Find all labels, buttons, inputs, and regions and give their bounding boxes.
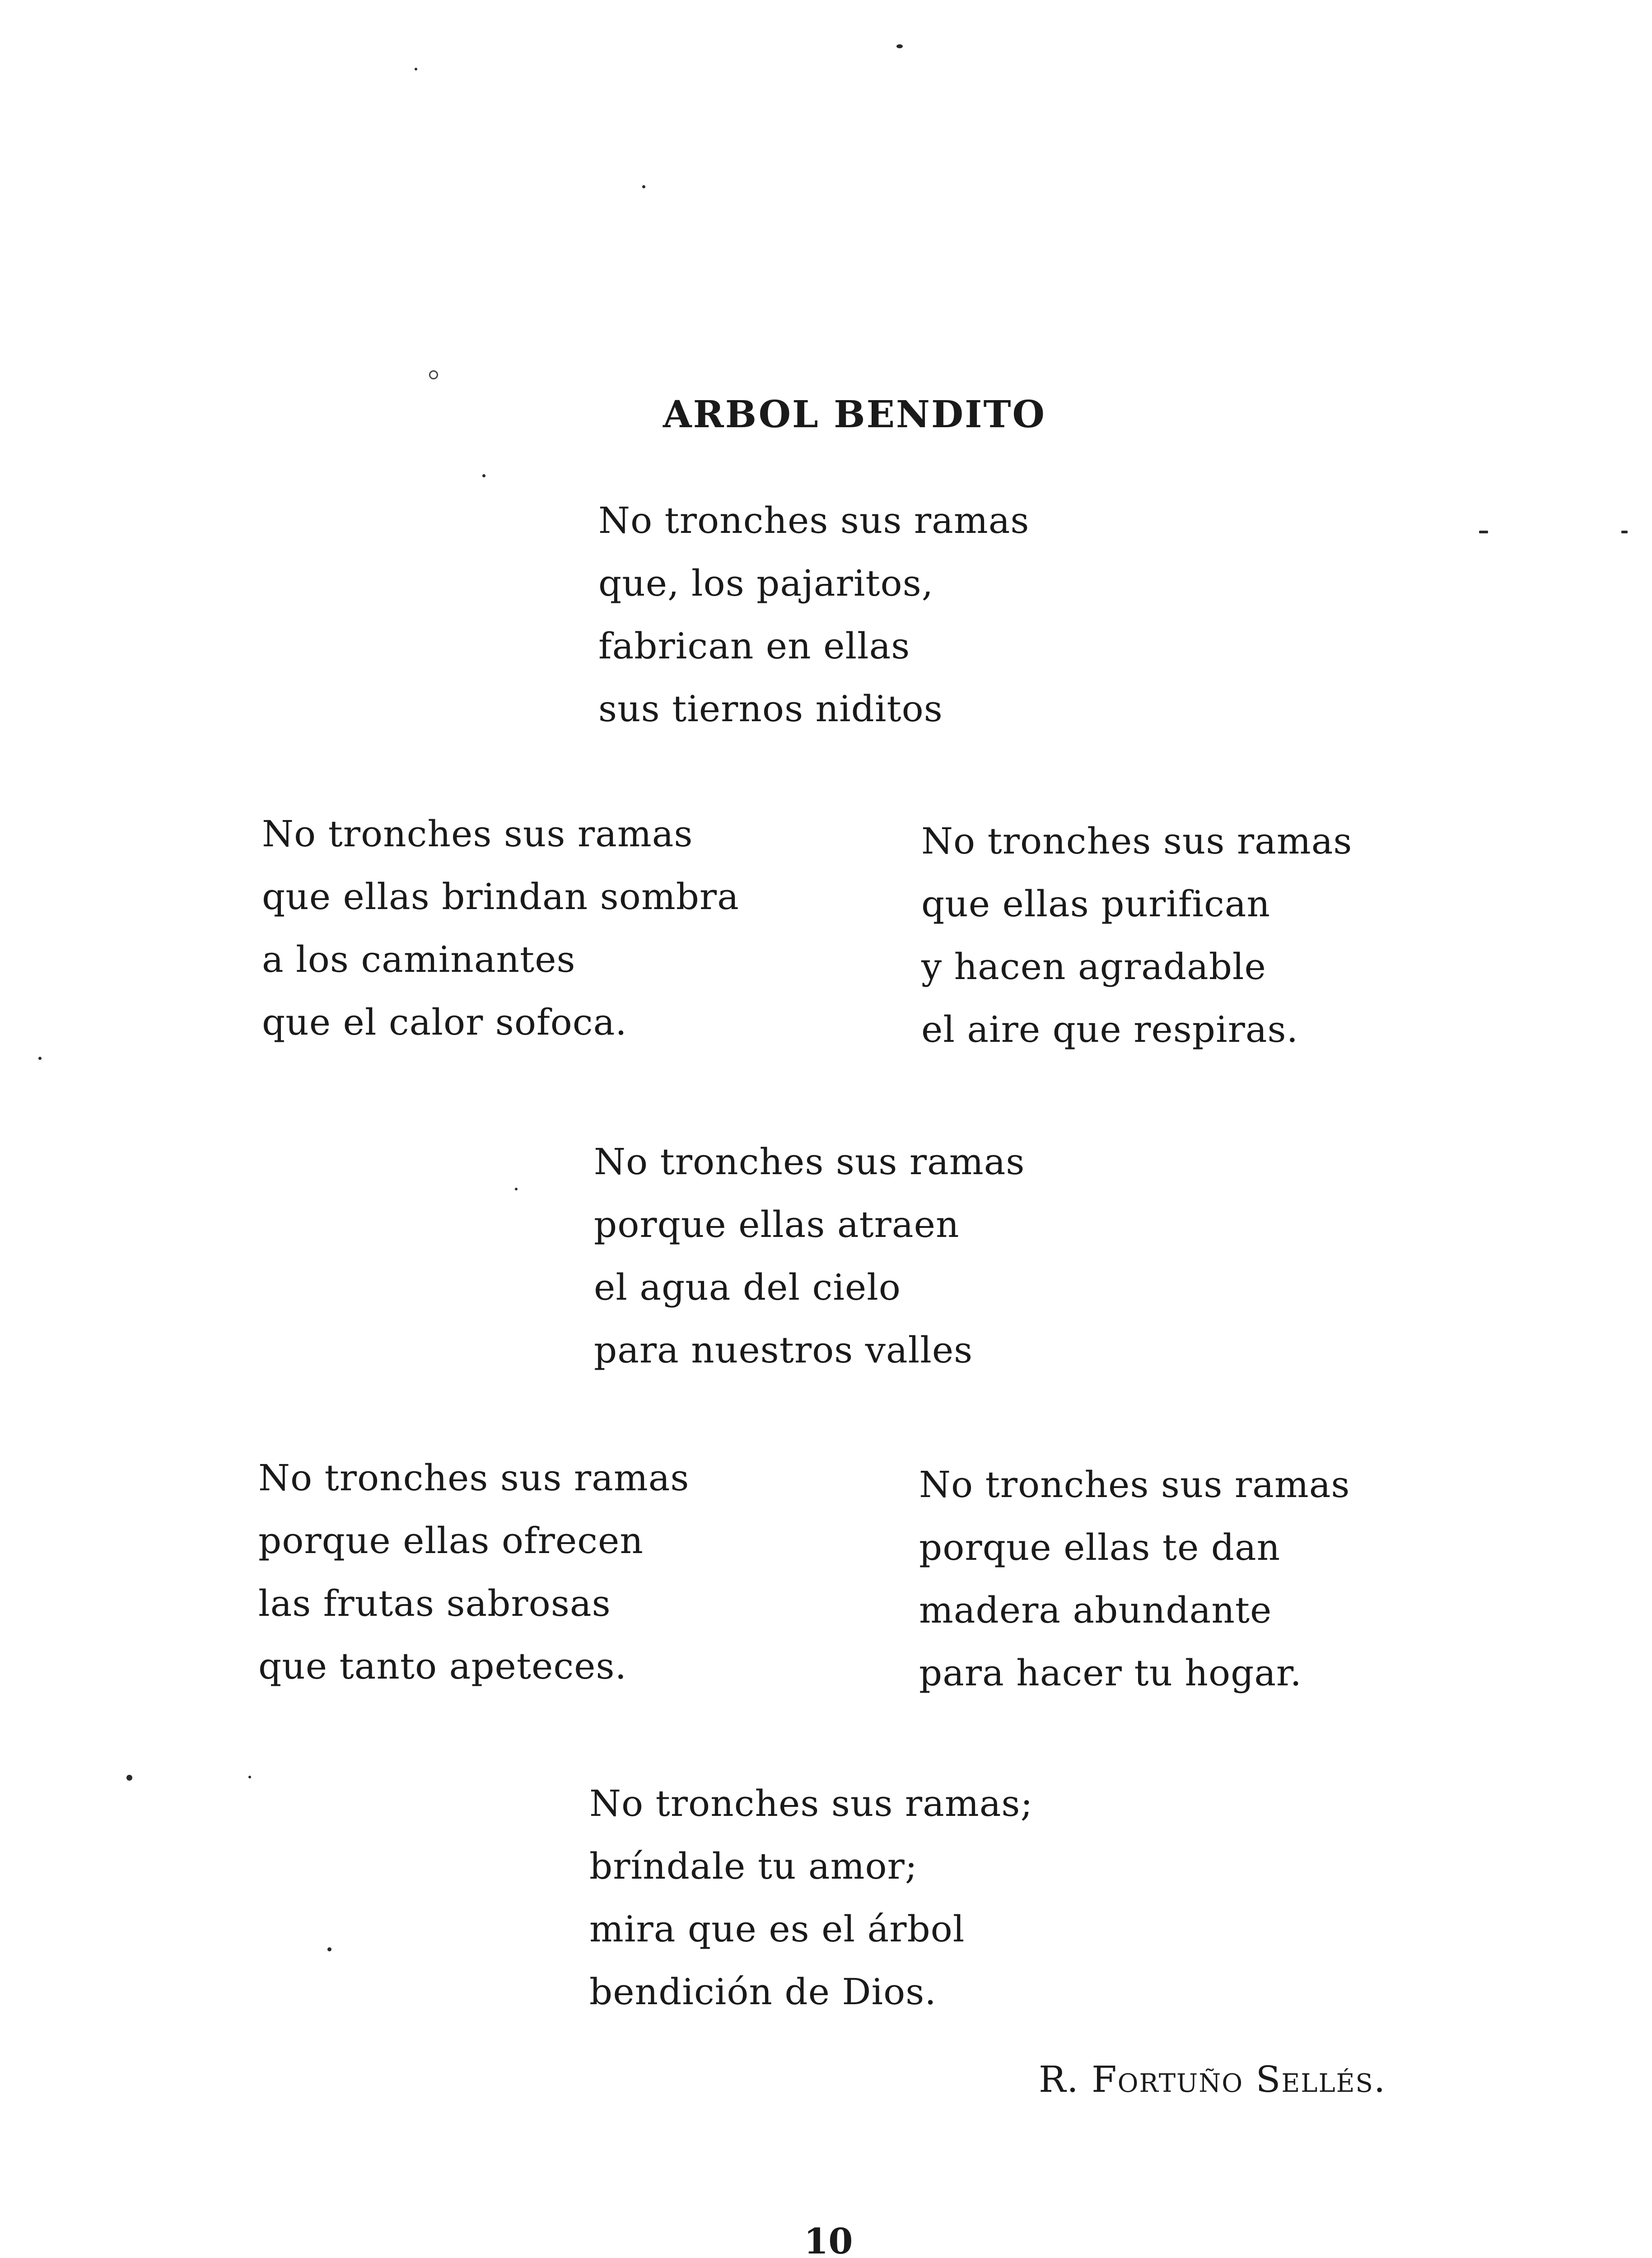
poem-line: bendición de Dios. (589, 1971, 937, 2013)
scan-speck (1621, 531, 1628, 533)
scan-speck (38, 1057, 42, 1060)
poem-line: que ellas purifican (921, 883, 1270, 925)
poem-line: No tronches sus ramas (921, 820, 1353, 862)
poem-line: que ellas brindan sombra (262, 876, 739, 918)
scan-speck (327, 1947, 331, 1951)
poem-line: mira que es el árbol (589, 1908, 965, 1950)
poem-line: a los caminantes (262, 938, 576, 980)
scan-speck (429, 370, 438, 379)
scan-speck (126, 1775, 132, 1781)
author-signature: R. Fortuño Sellés. (1039, 2058, 1386, 2100)
poem-line: porque ellas te dan (919, 1526, 1281, 1568)
stanza-4 (594, 1130, 1025, 1381)
poem-line: el aire que respiras. (921, 1008, 1299, 1050)
poem-line: No tronches sus ramas (594, 1141, 1025, 1183)
poem-line: No tronches sus ramas; (589, 1782, 1033, 1824)
poem-line: porque ellas ofrecen (258, 1520, 644, 1562)
scan-speck (515, 1188, 518, 1190)
poem-line: que tanto apeteces. (258, 1645, 627, 1687)
poem-title: ARBOL BENDITO (663, 393, 1046, 436)
scan-speck (642, 185, 645, 188)
stanza-1 (598, 489, 1029, 740)
poem-line: el agua del cielo (594, 1266, 901, 1308)
stanza-7 (589, 1772, 1033, 2023)
poem-line: las frutas sabrosas (258, 1582, 611, 1624)
poem-line: para hacer tu hogar. (919, 1652, 1302, 1694)
poem-line: fabrican en ellas (598, 625, 910, 667)
stanza-2 (262, 802, 739, 1054)
stanza-5 (258, 1446, 689, 1698)
poem-line: bríndale tu amor; (589, 1845, 918, 1887)
poem-line: sus tiernos niditos (598, 688, 943, 730)
scan-speck (896, 44, 903, 48)
poem-line: No tronches sus ramas (919, 1464, 1350, 1506)
scan-speck (248, 1776, 251, 1778)
stanza-6 (919, 1453, 1350, 1704)
poem-line: que, los pajaritos, (598, 562, 934, 604)
stanza-3 (921, 810, 1352, 1061)
poem-line: para nuestros valles (594, 1329, 973, 1371)
poem-line: No tronches sus ramas (598, 499, 1030, 541)
page-number: 10 (804, 2221, 853, 2258)
poem-line: madera abundante (919, 1589, 1272, 1631)
scan-speck (482, 474, 485, 477)
poem-line: porque ellas atraen (594, 1204, 960, 1246)
scan-speck (1479, 531, 1488, 533)
poem-line: que el calor sofoca. (262, 1001, 627, 1043)
poem-line: No tronches sus ramas (262, 813, 693, 855)
poem-line: y hacen agradable (921, 946, 1266, 988)
poem-line: No tronches sus ramas (258, 1457, 690, 1499)
scan-speck (415, 68, 417, 70)
